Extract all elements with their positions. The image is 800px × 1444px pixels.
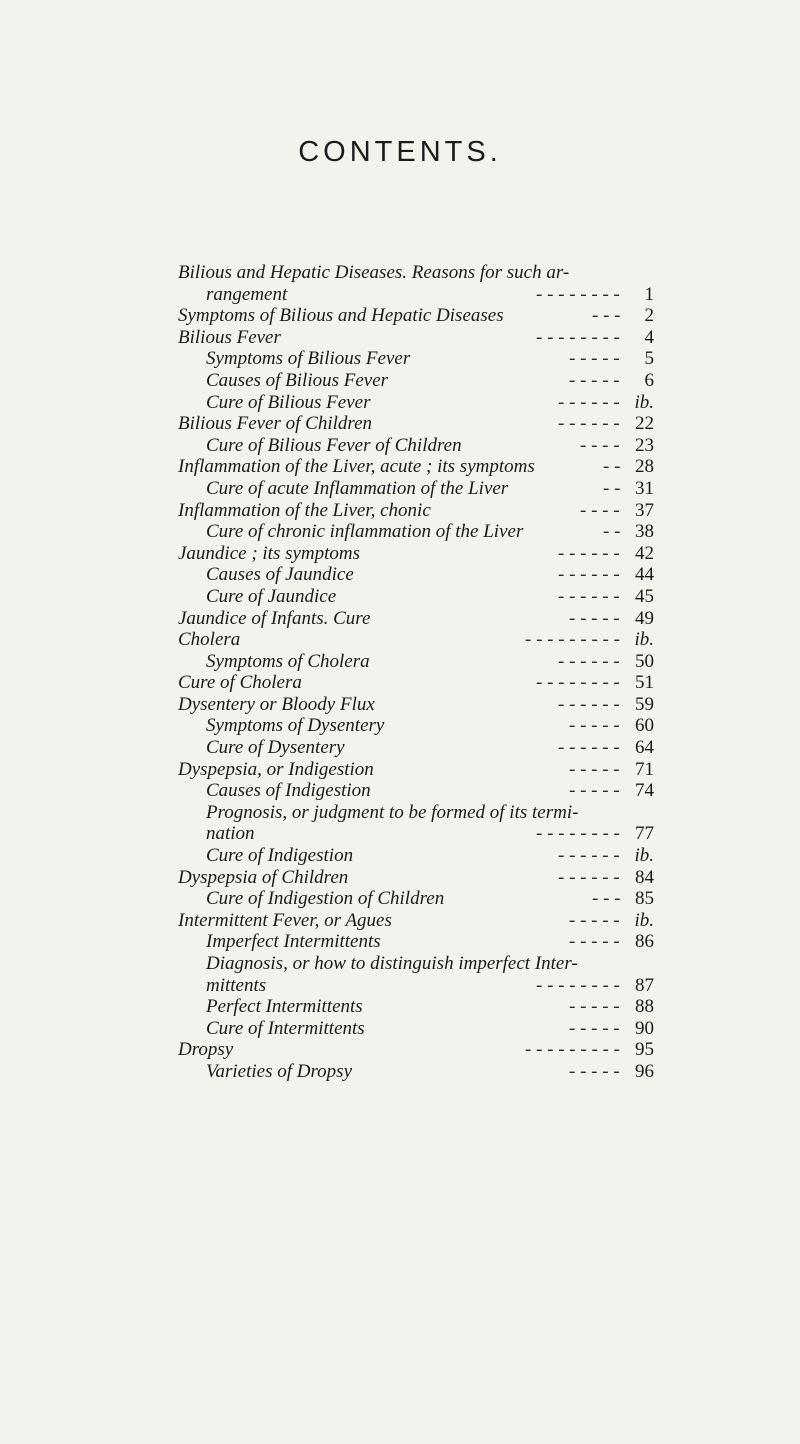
toc-entry-title: mittents bbox=[206, 974, 267, 996]
toc-entry bbox=[0, 543, 800, 565]
toc-entry bbox=[0, 348, 800, 370]
toc-leader-dashes: - - - - - - bbox=[558, 845, 620, 867]
toc-entry-title: Cure of acute Inflammation of the Liver bbox=[206, 477, 509, 499]
toc-entry-title: Intermittent Fever, or Agues bbox=[178, 909, 392, 931]
toc-entry-title: Bilious Fever bbox=[178, 326, 281, 348]
toc-leader-dashes: - - - - - bbox=[569, 1017, 620, 1039]
toc-leader-dashes: - - - - - bbox=[569, 780, 620, 802]
toc-entry-title: Symptoms of Dysentery bbox=[206, 715, 385, 737]
toc-entry-title: Cure of Indigestion of Children bbox=[206, 888, 445, 910]
toc-page-number: ib. bbox=[634, 391, 654, 413]
toc-leader-dashes: - - - - - - bbox=[558, 542, 620, 564]
toc-entry-title: Inflammation of the Liver, acute ; its symptoms bbox=[178, 456, 535, 478]
toc-entry-title: Varieties of Dropsy bbox=[206, 1060, 353, 1082]
toc-page-number: 95 bbox=[635, 1039, 654, 1061]
toc-entry bbox=[0, 521, 800, 543]
toc-leader-dashes: - - bbox=[603, 521, 621, 543]
toc-entry-title: Bilious Fever of Children bbox=[178, 413, 373, 435]
toc-entry-title: Inflammation of the Liver, chonic bbox=[178, 499, 431, 521]
toc-leader-dashes: - - - - - - - - - bbox=[525, 629, 620, 651]
toc-page-number: 44 bbox=[635, 564, 654, 586]
toc-page-number: 37 bbox=[635, 499, 654, 521]
toc-entry bbox=[0, 759, 800, 781]
toc-entry bbox=[0, 586, 800, 608]
toc-leader-dashes: - - - - - - bbox=[558, 585, 620, 607]
toc-entry-title: rangement bbox=[206, 283, 288, 305]
toc-leader-dashes: - - - - bbox=[580, 499, 620, 521]
toc-entry bbox=[0, 845, 800, 867]
toc-entry bbox=[0, 694, 800, 716]
toc-entry bbox=[0, 996, 800, 1018]
toc-entry-title: Cure of Jaundice bbox=[206, 585, 337, 607]
toc-entry bbox=[0, 651, 800, 673]
toc-entry bbox=[0, 478, 800, 500]
toc-page-number: 71 bbox=[635, 758, 654, 780]
toc-entry bbox=[0, 456, 800, 478]
toc-leader-dashes: - - - bbox=[592, 305, 621, 327]
toc-entry bbox=[0, 672, 800, 694]
toc-entry-title: Symptoms of Bilious and Hepatic Diseases bbox=[178, 305, 504, 327]
table-of-contents bbox=[0, 262, 800, 1083]
toc-entry-title: Causes of Bilious Fever bbox=[206, 369, 389, 391]
toc-leader-dashes: - - - - - - - - bbox=[536, 672, 620, 694]
toc-entry bbox=[0, 931, 800, 953]
toc-entry bbox=[0, 888, 800, 910]
toc-entry-title: Cure of chronic inflammation of the Liver bbox=[206, 521, 524, 543]
page-title: CONTENTS. bbox=[298, 136, 502, 168]
toc-entry bbox=[0, 305, 800, 327]
toc-entry bbox=[0, 1061, 800, 1083]
toc-leader-dashes: - - - - - bbox=[569, 607, 620, 629]
toc-entry bbox=[0, 867, 800, 889]
toc-entry-title: Cure of Indigestion bbox=[206, 845, 354, 867]
toc-leader-dashes: - - - - - - bbox=[558, 564, 620, 586]
toc-entry-title: Prognosis, or judgment to be formed of its termi- bbox=[206, 801, 579, 823]
toc-entry-title: Cure of Dysentery bbox=[206, 737, 345, 759]
toc-entry-title: Bilious and Hepatic Diseases. Reasons for such ar- bbox=[178, 262, 570, 283]
toc-page-number: 84 bbox=[635, 866, 654, 888]
toc-leader-dashes: - - - - - - - - bbox=[536, 326, 620, 348]
toc-page-number: 59 bbox=[635, 693, 654, 715]
toc-leader-dashes: - - - - - - bbox=[558, 650, 620, 672]
toc-entry bbox=[0, 327, 800, 349]
toc-page-number: 22 bbox=[635, 413, 654, 435]
toc-leader-dashes: - - - - - - - - - bbox=[525, 1039, 620, 1061]
toc-entry bbox=[0, 1018, 800, 1040]
toc-page-number: 31 bbox=[635, 477, 654, 499]
toc-page-number: 23 bbox=[635, 434, 654, 456]
toc-page-number: 45 bbox=[635, 585, 654, 607]
toc-page-number: 50 bbox=[635, 650, 654, 672]
toc-entry-title: Cure of Bilious Fever bbox=[206, 391, 371, 413]
toc-page-number: 64 bbox=[635, 737, 654, 759]
toc-entry-title: Dysentery or Bloody Flux bbox=[178, 693, 375, 715]
toc-entry-title: Cure of Cholera bbox=[178, 672, 302, 694]
toc-entry-title: Causes of Indigestion bbox=[206, 780, 371, 802]
toc-entry bbox=[0, 1039, 800, 1061]
toc-entry bbox=[0, 500, 800, 522]
toc-page-number: 38 bbox=[635, 521, 654, 543]
toc-page-number: 4 bbox=[644, 326, 654, 348]
toc-leader-dashes: - - - - - - bbox=[558, 693, 620, 715]
toc-entry bbox=[0, 910, 800, 932]
toc-leader-dashes: - - - - - bbox=[569, 1060, 620, 1082]
toc-page-number: 6 bbox=[644, 369, 654, 391]
toc-entry bbox=[0, 435, 800, 457]
toc-leader-dashes: - - - - - bbox=[569, 758, 620, 780]
toc-leader-dashes: - - - - - - bbox=[558, 866, 620, 888]
toc-leader-dashes: - - - - - bbox=[569, 348, 620, 370]
toc-page-number: ib. bbox=[634, 909, 654, 931]
toc-page-number: 96 bbox=[635, 1060, 654, 1082]
toc-entry bbox=[0, 953, 800, 975]
toc-leader-dashes: - - bbox=[603, 456, 621, 478]
toc-leader-dashes: - - - - - - bbox=[558, 413, 620, 435]
toc-entry bbox=[0, 262, 800, 284]
toc-entry-title: Symptoms of Cholera bbox=[206, 650, 370, 672]
toc-leader-dashes: - - - - - - - - bbox=[536, 823, 620, 845]
toc-leader-dashes: - - bbox=[603, 477, 621, 499]
toc-entry bbox=[0, 823, 800, 845]
toc-leader-dashes: - - - - - - bbox=[558, 391, 620, 413]
toc-page-number: 28 bbox=[635, 456, 654, 478]
toc-entry bbox=[0, 413, 800, 435]
toc-entry-title: Perfect Intermittents bbox=[206, 996, 363, 1018]
toc-leader-dashes: - - - - - bbox=[569, 996, 620, 1018]
toc-entry bbox=[0, 284, 800, 306]
toc-entry-title: Cholera bbox=[178, 629, 241, 651]
toc-leader-dashes: - - - - - bbox=[569, 715, 620, 737]
toc-page-number: 49 bbox=[635, 607, 654, 629]
toc-entry-title: Dyspepsia of Children bbox=[178, 866, 349, 888]
toc-leader-dashes: - - - bbox=[592, 888, 621, 910]
toc-entry-title: nation bbox=[206, 823, 255, 845]
toc-entry bbox=[0, 370, 800, 392]
toc-entry-title: Causes of Jaundice bbox=[206, 564, 354, 586]
toc-entry bbox=[0, 564, 800, 586]
toc-entry-title: Symptoms of Bilious Fever bbox=[206, 348, 411, 370]
toc-entry-title: Dyspepsia, or Indigestion bbox=[178, 758, 374, 780]
toc-leader-dashes: - - - - - - - - bbox=[536, 974, 620, 996]
toc-page-number: 77 bbox=[635, 823, 654, 845]
toc-page-number: 87 bbox=[635, 974, 654, 996]
toc-leader-dashes: - - - - - bbox=[569, 931, 620, 953]
toc-page-number: 88 bbox=[635, 996, 654, 1018]
toc-entry bbox=[0, 629, 800, 651]
toc-entry bbox=[0, 715, 800, 737]
toc-entry-title: Imperfect Intermittents bbox=[206, 931, 381, 953]
toc-page-number: 42 bbox=[635, 542, 654, 564]
toc-page-number: 51 bbox=[635, 672, 654, 694]
toc-entry-title: Jaundice ; its symptoms bbox=[178, 542, 361, 564]
toc-leader-dashes: - - - - - - - - bbox=[536, 283, 620, 305]
toc-leader-dashes: - - - - - - bbox=[558, 737, 620, 759]
toc-entry bbox=[0, 780, 800, 802]
toc-entry bbox=[0, 802, 800, 824]
toc-leader-dashes: - - - - - bbox=[569, 909, 620, 931]
toc-page-number: 60 bbox=[635, 715, 654, 737]
toc-page-number: 86 bbox=[635, 931, 654, 953]
toc-entry-title: Diagnosis, or how to distinguish imperfect Inter- bbox=[206, 953, 578, 974]
toc-page-number: 2 bbox=[644, 305, 654, 327]
toc-leader-dashes: - - - - bbox=[580, 434, 620, 456]
toc-entry-title: Dropsy bbox=[178, 1039, 234, 1061]
toc-entry bbox=[0, 737, 800, 759]
toc-entry bbox=[0, 392, 800, 414]
toc-entry bbox=[0, 608, 800, 630]
toc-page-number: 85 bbox=[635, 888, 654, 910]
toc-entry-title: Cure of Intermittents bbox=[206, 1017, 365, 1039]
toc-page-number: ib. bbox=[634, 629, 654, 651]
toc-page-number: 5 bbox=[644, 348, 654, 370]
toc-entry bbox=[0, 975, 800, 997]
toc-page-number: ib. bbox=[634, 845, 654, 867]
toc-entry-title: Jaundice of Infants. Cure bbox=[178, 607, 371, 629]
toc-page-number: 90 bbox=[635, 1017, 654, 1039]
toc-leader-dashes: - - - - - bbox=[569, 369, 620, 391]
toc-page-number: 1 bbox=[644, 283, 654, 305]
toc-page-number: 74 bbox=[635, 780, 654, 802]
toc-entry-title: Cure of Bilious Fever of Children bbox=[206, 434, 462, 456]
